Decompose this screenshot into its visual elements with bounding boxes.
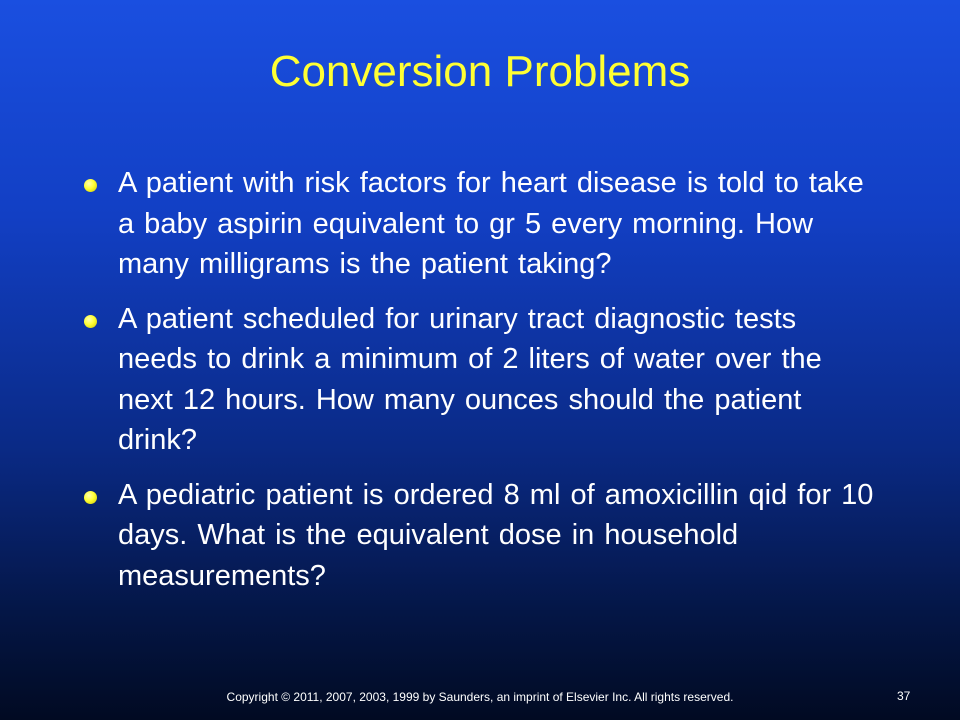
bullet-text: A patient with risk factors for heart disease is told to take a baby aspirin equivalent to gr 5 every morning. How many milligrams is the patient taking?: [118, 167, 864, 280]
bullet-text: A pediatric patient is ordered 8 ml of amoxicillin qid for 10 days. What is the equivalent dose in household measurements?: [118, 478, 874, 592]
bullet-dot-icon: [84, 491, 97, 504]
copyright-footer: Copyright © 2011, 2007, 2003, 1999 by Saunders, an imprint of Elsevier Inc. All rights reserved.: [226, 690, 734, 704]
page-number: 37: [897, 689, 911, 703]
bullet-dot-icon: [84, 315, 97, 328]
bullet-item: [84, 163, 884, 285]
slide-title: Conversion Problems: [269, 47, 691, 96]
bullet-list: [84, 163, 884, 610]
bullet-item: [84, 475, 884, 597]
bullet-text: A patient scheduled for urinary tract diagnostic tests needs to drink a minimum of 2 liters of water over the next 12 hours. How many ounces should the patient drink?: [118, 302, 822, 456]
bullet-item: [84, 299, 884, 461]
bullet-dot-icon: [84, 179, 97, 192]
